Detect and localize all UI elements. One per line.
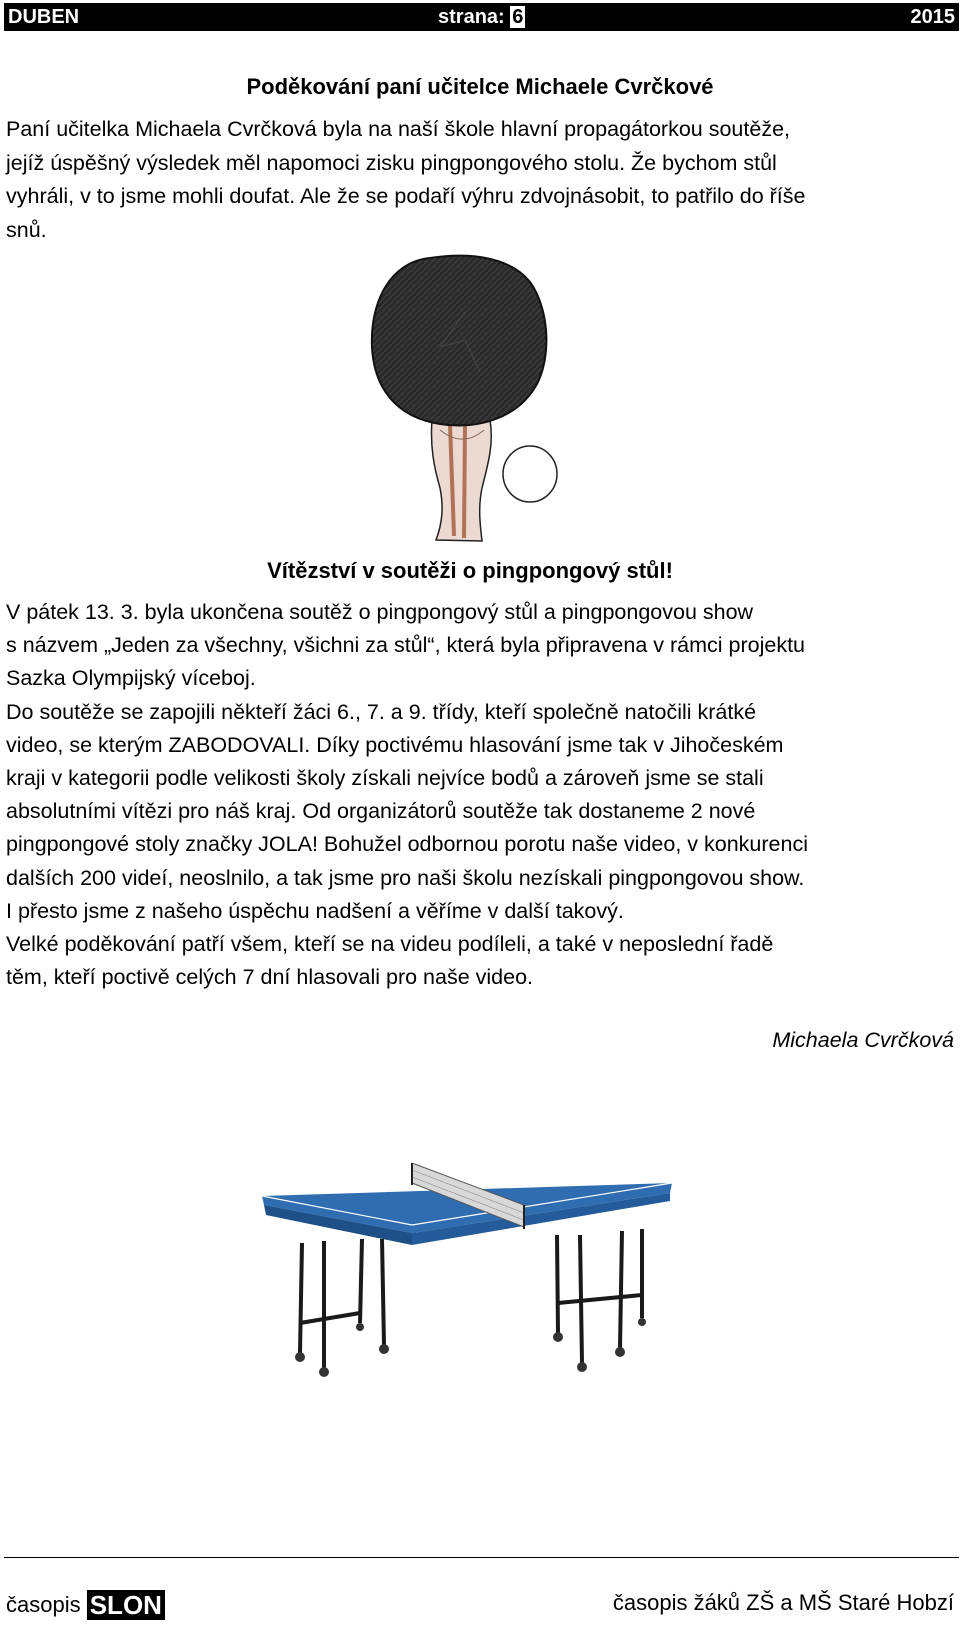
footer-right: časopis žáků ZŠ a MŠ Staré Hobzí xyxy=(612,1590,954,1615)
article2-line: Sazka Olympijský víceboj. xyxy=(6,666,256,691)
article2-line: absolutními vítězi pro náš kraj. Od organizátorů soutěže tak dostaneme 2 nové xyxy=(6,799,756,824)
article1-line: snů. xyxy=(6,217,47,242)
footer-slon-badge: SLON xyxy=(87,1590,165,1620)
article2-line: pingpongové stoly značky JOLA! Bohužel odbornou porotu naše video, v konkurenci xyxy=(6,832,808,857)
ping-pong-table-picture xyxy=(262,1163,692,1393)
article2-line: Do soutěže se zapojili někteří žáci 6., 7. a 9. třídy, kteří společně natočili krátké xyxy=(6,699,757,724)
article1-line: Paní učitelka Michaela Cvrčková byla na naší škole hlavní propagátorkou soutěže, xyxy=(6,117,790,141)
article2-line: dalších 200 videí, neoslnilo, a tak jsme pro naši školu nezískali pingpongovou show. xyxy=(6,865,805,890)
article1-line: vyhráli, v to jsme mohli doufat. Ale že se podaří výhru zdvojnásobit, to patřilo do říše xyxy=(6,184,806,209)
footer-divider xyxy=(4,1557,959,1558)
ping-pong-paddle-drawing xyxy=(370,252,580,547)
footer-left-prefix: časopis xyxy=(6,1592,87,1617)
header-year: 2015 xyxy=(910,6,955,28)
page-header xyxy=(4,3,959,31)
article2-line: I přesto jsme z našeho úspěchu nadšení a věříme v další takový. xyxy=(6,898,624,923)
header-month: DUBEN xyxy=(8,6,80,28)
footer-left xyxy=(6,1590,165,1620)
header-page-label: strana: xyxy=(438,6,511,28)
article2-line: kraji v kategorii podle velikosti školy získali nejvíce bodů a zároveň jsme se stali xyxy=(6,766,764,791)
article2-line: V pátek 13. 3. byla ukončena soutěž o pingpongový stůl a pingpongovou show xyxy=(6,600,754,624)
article2-body xyxy=(6,596,951,994)
article2-line: Velké poděkování patří všem, kteří se na videu podíleli, a také v neposlední řadě xyxy=(6,932,774,957)
article1-title: Poděkování paní učitelce Michaele Cvrčkové xyxy=(246,74,714,99)
header-page xyxy=(438,6,525,29)
header-page-number: 6 xyxy=(512,6,524,28)
article2-line: s názvem „Jeden za všechny, všichni za stůl“, která byla připravena v rámci projektu xyxy=(6,633,806,658)
article2-line: video, se kterým ZABODOVALI. Díky poctivému hlasování jsme tak v Jihočeském xyxy=(6,732,784,757)
article2-title: Vítězství v soutěži o pingpongový stůl! xyxy=(267,558,673,583)
article1-line: jejíž úspěšný výsledek měl napomoci zisku pingpongového stolu. Že bychom stůl xyxy=(6,150,777,175)
article2-line: těm, kteří poctivě celých 7 dní hlasovali pro naše video. xyxy=(6,965,534,990)
article2-signature: Michaela Cvrčková xyxy=(772,1028,954,1052)
article1-body xyxy=(6,113,951,247)
